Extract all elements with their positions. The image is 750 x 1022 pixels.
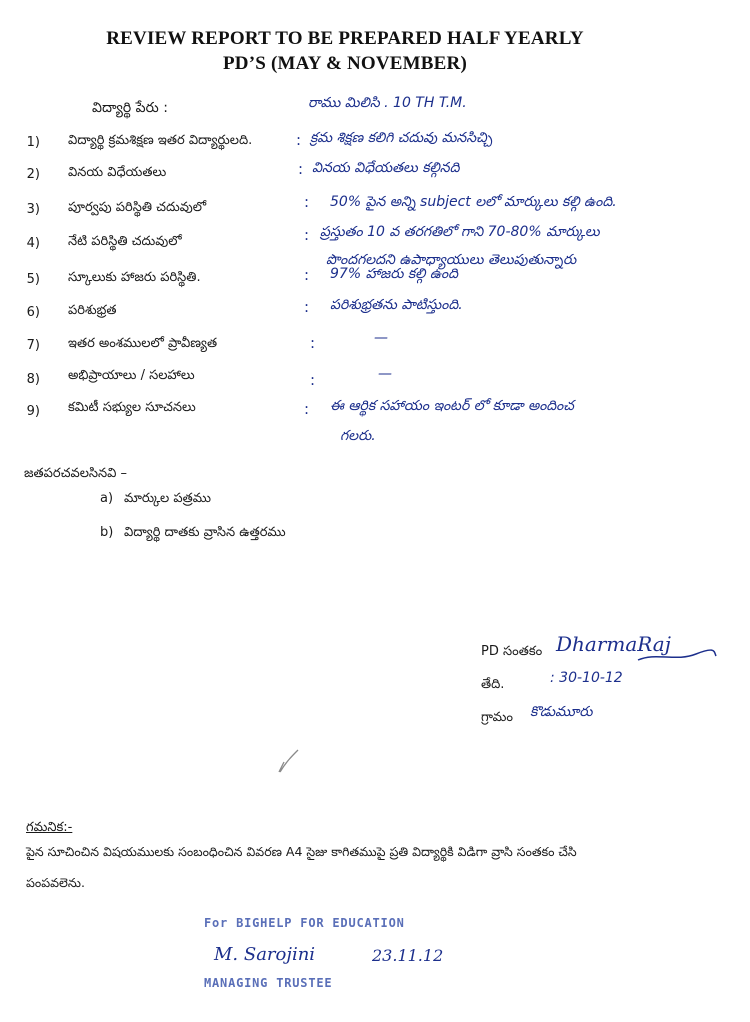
attachment-label: విద్యార్థి దాతకు వ్రాసిన ఉత్తరము xyxy=(124,525,286,540)
trustee-signature-date: 23.11.12 xyxy=(372,946,444,965)
item-number: 8) xyxy=(26,372,40,387)
item-number: 9) xyxy=(26,404,40,419)
pd-village-value: కొడుమూరు xyxy=(530,704,593,720)
pd-signature-label: PD సంతకం xyxy=(481,644,543,659)
item-label: కమిటీ సభ్యుల సూచనలు xyxy=(68,400,196,415)
note-line-1: పైన సూచించిన విషయములకు సంబంధించిన వివరణ A4 సైజు కాగితముపై ప్రతి విద్యార్థికి విడిగా వ్రాసి సంతకం చేసి xyxy=(26,844,577,859)
pd-date-label: తేది. xyxy=(481,677,505,692)
attachment-marker: a) xyxy=(100,491,114,506)
signature-flourish xyxy=(636,648,718,664)
stamp-designation: MANAGING TRUSTEE xyxy=(204,976,333,990)
report-subtitle: PD’S (MAY & NOVEMBER) xyxy=(223,53,467,74)
item-colon: : xyxy=(296,131,302,149)
item-colon: : xyxy=(304,298,310,316)
item-number: 1) xyxy=(26,135,40,150)
item-label: విద్యార్థి క్రమశిక్షణ ఇతర విద్యార్థులది. xyxy=(68,133,253,148)
item-number: 6) xyxy=(26,305,40,320)
item-label: ఇతర అంశములలో ప్రావీణ్యత xyxy=(68,336,218,351)
item-value-continued: పొందగలదని ఉపాధ్యాయులు తెలుపుతున్నారు xyxy=(326,252,577,268)
item-colon: : xyxy=(298,160,304,178)
attachments-heading: జతపరచవలసినవి – xyxy=(24,466,128,481)
item-number: 4) xyxy=(26,236,40,251)
item-number: 3) xyxy=(26,202,40,217)
item-label: స్కూలుకు హాజరు పరిస్థితి. xyxy=(68,270,201,285)
item-value: 97% హాజరు కల్గి ఉంది xyxy=(330,266,459,282)
item-label: అభిప్రాయాలు / సలహాలు xyxy=(68,368,195,383)
item-value: — xyxy=(374,330,388,346)
item-number: 5) xyxy=(26,272,40,287)
pd-signature: DharmaRaj xyxy=(556,632,671,656)
item-value: క్రమ శిక్షణ కలిగి చదువు మనసిచ్చి xyxy=(310,130,493,146)
check-mark xyxy=(276,748,300,776)
attachment-label: మార్కుల పత్రము xyxy=(124,491,211,506)
item-value: పరిశుభ్రతను పాటిస్తుంది. xyxy=(330,297,463,313)
attachment-marker: b) xyxy=(100,525,114,540)
item-colon: : xyxy=(304,193,310,211)
item-colon: : xyxy=(304,226,310,244)
item-value: వినయ విధేయతలు కల్గినది xyxy=(312,160,460,176)
item-number: 7) xyxy=(26,338,40,353)
item-label: వినయ విధేయతలు xyxy=(68,165,167,180)
report-title: REVIEW REPORT TO BE PREPARED HALF YEARLY xyxy=(106,28,584,49)
trustee-signature: M. Sarojini xyxy=(214,944,316,965)
student-name-label: విద్యార్థి పేరు : xyxy=(92,100,168,116)
item-value: 50% పైన అన్ని subject లలో మార్కులు కల్గి ఉంది. xyxy=(330,194,617,210)
pd-village-label: గ్రామం xyxy=(481,710,513,725)
item-value: ఈ ఆర్థిక సహాయం ఇంటర్ లో కూడా అందించ xyxy=(330,398,574,414)
item-colon: : xyxy=(304,266,310,284)
item-number: 2) xyxy=(26,167,40,182)
stamp-organisation: For BIGHELP FOR EDUCATION xyxy=(204,916,405,930)
item-value-continued: గలరు. xyxy=(340,428,376,444)
item-label: నేటి పరిస్థితి చదువులో xyxy=(68,234,182,249)
item-label: పూర్వపు పరిస్థితి చదువులో xyxy=(68,200,207,215)
student-name-value: రాము మిలిసి . 10 TH T.M. xyxy=(308,95,467,111)
item-colon: : xyxy=(304,400,310,418)
item-colon: : xyxy=(310,371,316,389)
pd-date-value: : 30-10-12 xyxy=(550,670,623,686)
item-colon: : xyxy=(310,334,316,352)
item-label: పరిశుభ్రత xyxy=(68,303,117,318)
note-heading: గమనిక:- xyxy=(26,820,73,835)
note-line-2: పంపవలెను. xyxy=(26,875,85,890)
item-value: — xyxy=(378,366,392,382)
item-value: ప్రస్తుతం 10 వ తరగతిలో గాని 70-80% మార్కులు xyxy=(320,224,600,240)
